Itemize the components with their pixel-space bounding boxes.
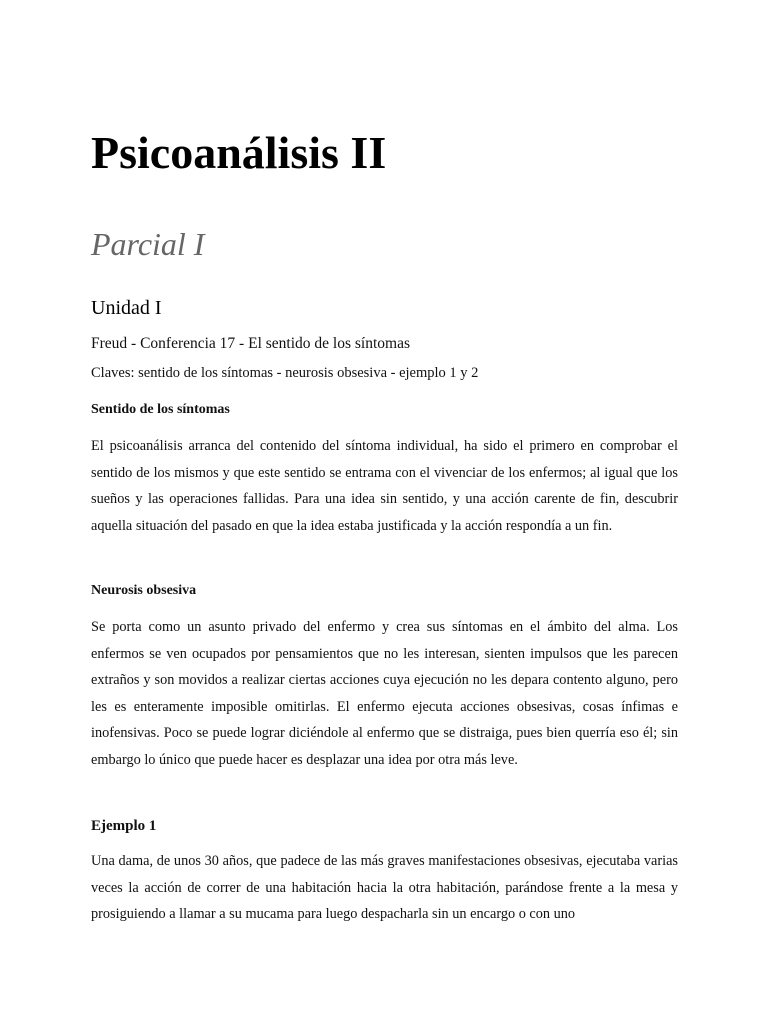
section-heading-sentido: Sentido de los síntomas (91, 402, 230, 417)
section-paragraph-neurosis: Se porta como un asunto privado del enfermo y crea sus síntomas en el ámbito del alma. Los enfermos se ven ocupados por pensamientos que no les interesan, sienten impulsos que les parecen extraños y son movidos a realizar ciertas acciones cuya ejecución no les depara contento alguno, pero les es enteramente imposible omitirlas. El enfermo ejecuta acciones obsesivas, cosas ínfimas e inofensivas. Poco se puede lograr diciéndole al enfermo que se distraiga, pues bien querría eso él; sin embargo lo único que puede hacer es desplazar una idea por otra más leve. (91, 619, 678, 768)
document-subtitle: Parcial I (91, 226, 205, 262)
section-paragraph-sentido: El psicoanálisis arranca del contenido del síntoma individual, ha sido el primero en comprobar el sentido de los mismos y que este sentido se entrama con el vivenciar de los enfermos; al igual que los sueños y las operaciones fallidas. Para una idea sin sentido, y una acción carente de fin, descubrir aquella situación del pasado en que la idea estaba justificada y la acción respondía a un fin. (91, 438, 678, 534)
unit-heading: Unidad I (91, 297, 162, 319)
section-heading-neurosis: Neurosis obsesiva (91, 583, 197, 598)
source-reference: Freud - Conferencia 17 - El sentido de los síntomas (91, 335, 410, 352)
document-title: Psicoanálisis II (91, 127, 387, 178)
keywords-line: Claves: sentido de los síntomas - neurosis obsesiva - ejemplo 1 y 2 (91, 365, 479, 381)
section-heading-ejemplo-1: Ejemplo 1 (91, 818, 157, 834)
section-paragraph-ejemplo-1: Una dama, de unos 30 años, que padece de las más graves manifestaciones obsesivas, ejecutaba varias veces la acción de correr de una habitación hacia la otra habitación, parándose frente a la mesa y prosiguiendo a llamar a su mucama para luego despacharla sin un encargo o con uno (91, 853, 678, 923)
